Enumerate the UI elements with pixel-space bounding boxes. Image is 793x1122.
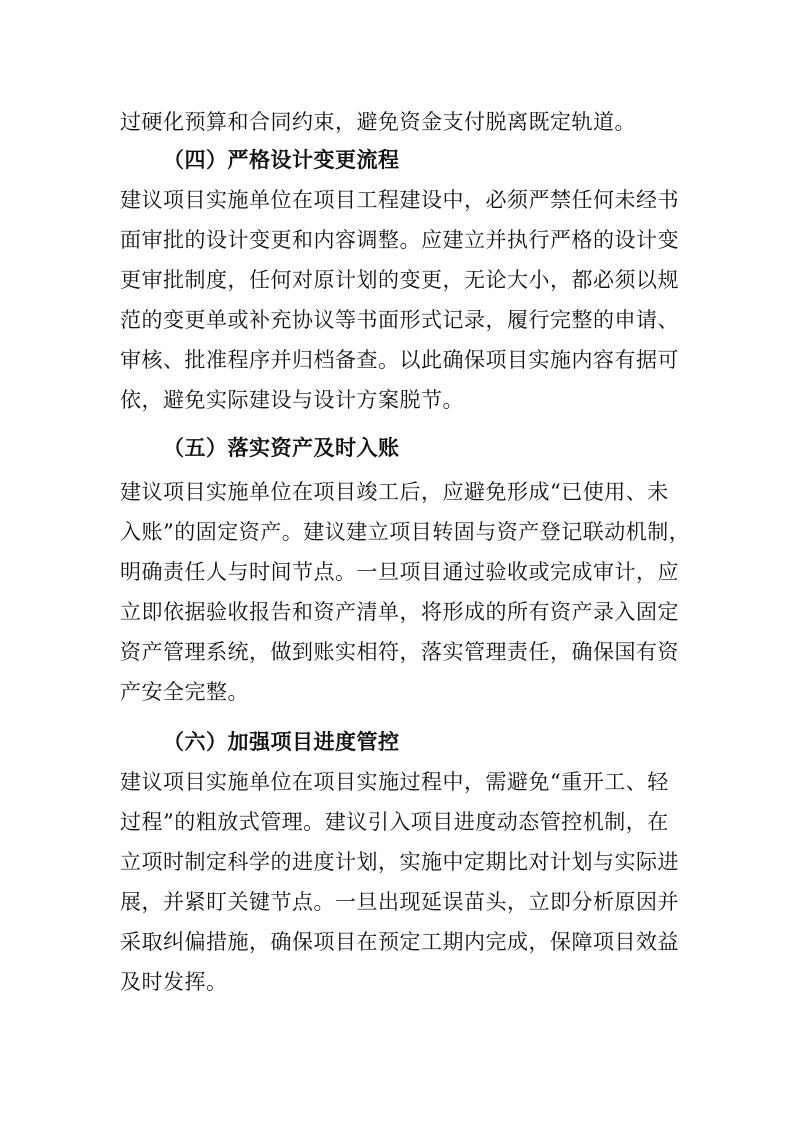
section-6-line-5: 采取纠偏措施，确保项目在预定工期内完成，保障项目效益 [120,930,679,954]
section-5-line-5: 资产管理系统，做到账实相符，落实管理责任，确保国有资 [120,640,679,664]
section-6-line-6: 及时发挥。 [120,970,228,994]
section-5-line-3: 明确责任人与时间节点。一旦项目通过验收或完成审计，应 [120,560,679,584]
section-5-line-1: 建议项目实施单位在项目竣工后，应避免形成“已使用、未 [120,480,669,504]
section-4-line-4: 范的变更单或补充协议等书面形式记录，履行完整的申请、 [120,308,679,332]
section-heading-6: （六）加强项目进度管控 [163,729,400,754]
intro-line-1: 过硬化预算和合同约束，避免资金支付脱离既定轨道。 [120,110,636,134]
section-6-line-1: 建议项目实施单位在项目实施过程中，需避免“重开工、轻 [120,770,669,794]
section-4-line-1: 建议项目实施单位在项目工程建设中，必须严禁任何未经书 [120,188,679,212]
section-4-line-5: 审核、批准程序并归档备查。以此确保项目实施内容有据可 [120,348,679,372]
section-4-line-3: 更审批制度，任何对原计划的变更，无论大小，都必须以规 [120,268,679,292]
section-heading-5: （五）落实资产及时入账 [163,435,400,460]
section-heading-4: （四）严格设计变更流程 [163,147,400,172]
section-6-line-3: 立项时制定科学的进度计划，实施中定期比对计划与实际进 [120,850,679,874]
section-5-line-2: 入账”的固定资产。建议建立项目转固与资产登记联动机制， [120,520,691,544]
section-5-line-4: 立即依据验收报告和资产清单，将形成的所有资产录入固定 [120,600,679,624]
section-4-line-2: 面审批的设计变更和内容调整。应建立并执行严格的设计变 [120,228,679,252]
section-5-line-6: 产安全完整。 [120,680,249,704]
section-6-line-2: 过程”的粗放式管理。建议引入项目进度动态管控机制，在 [120,810,669,834]
section-4-line-6: 依，避免实际建设与设计方案脱节。 [120,388,464,412]
section-6-line-4: 展，并紧盯关键节点。一旦出现延误苗头，立即分析原因并 [120,890,679,914]
